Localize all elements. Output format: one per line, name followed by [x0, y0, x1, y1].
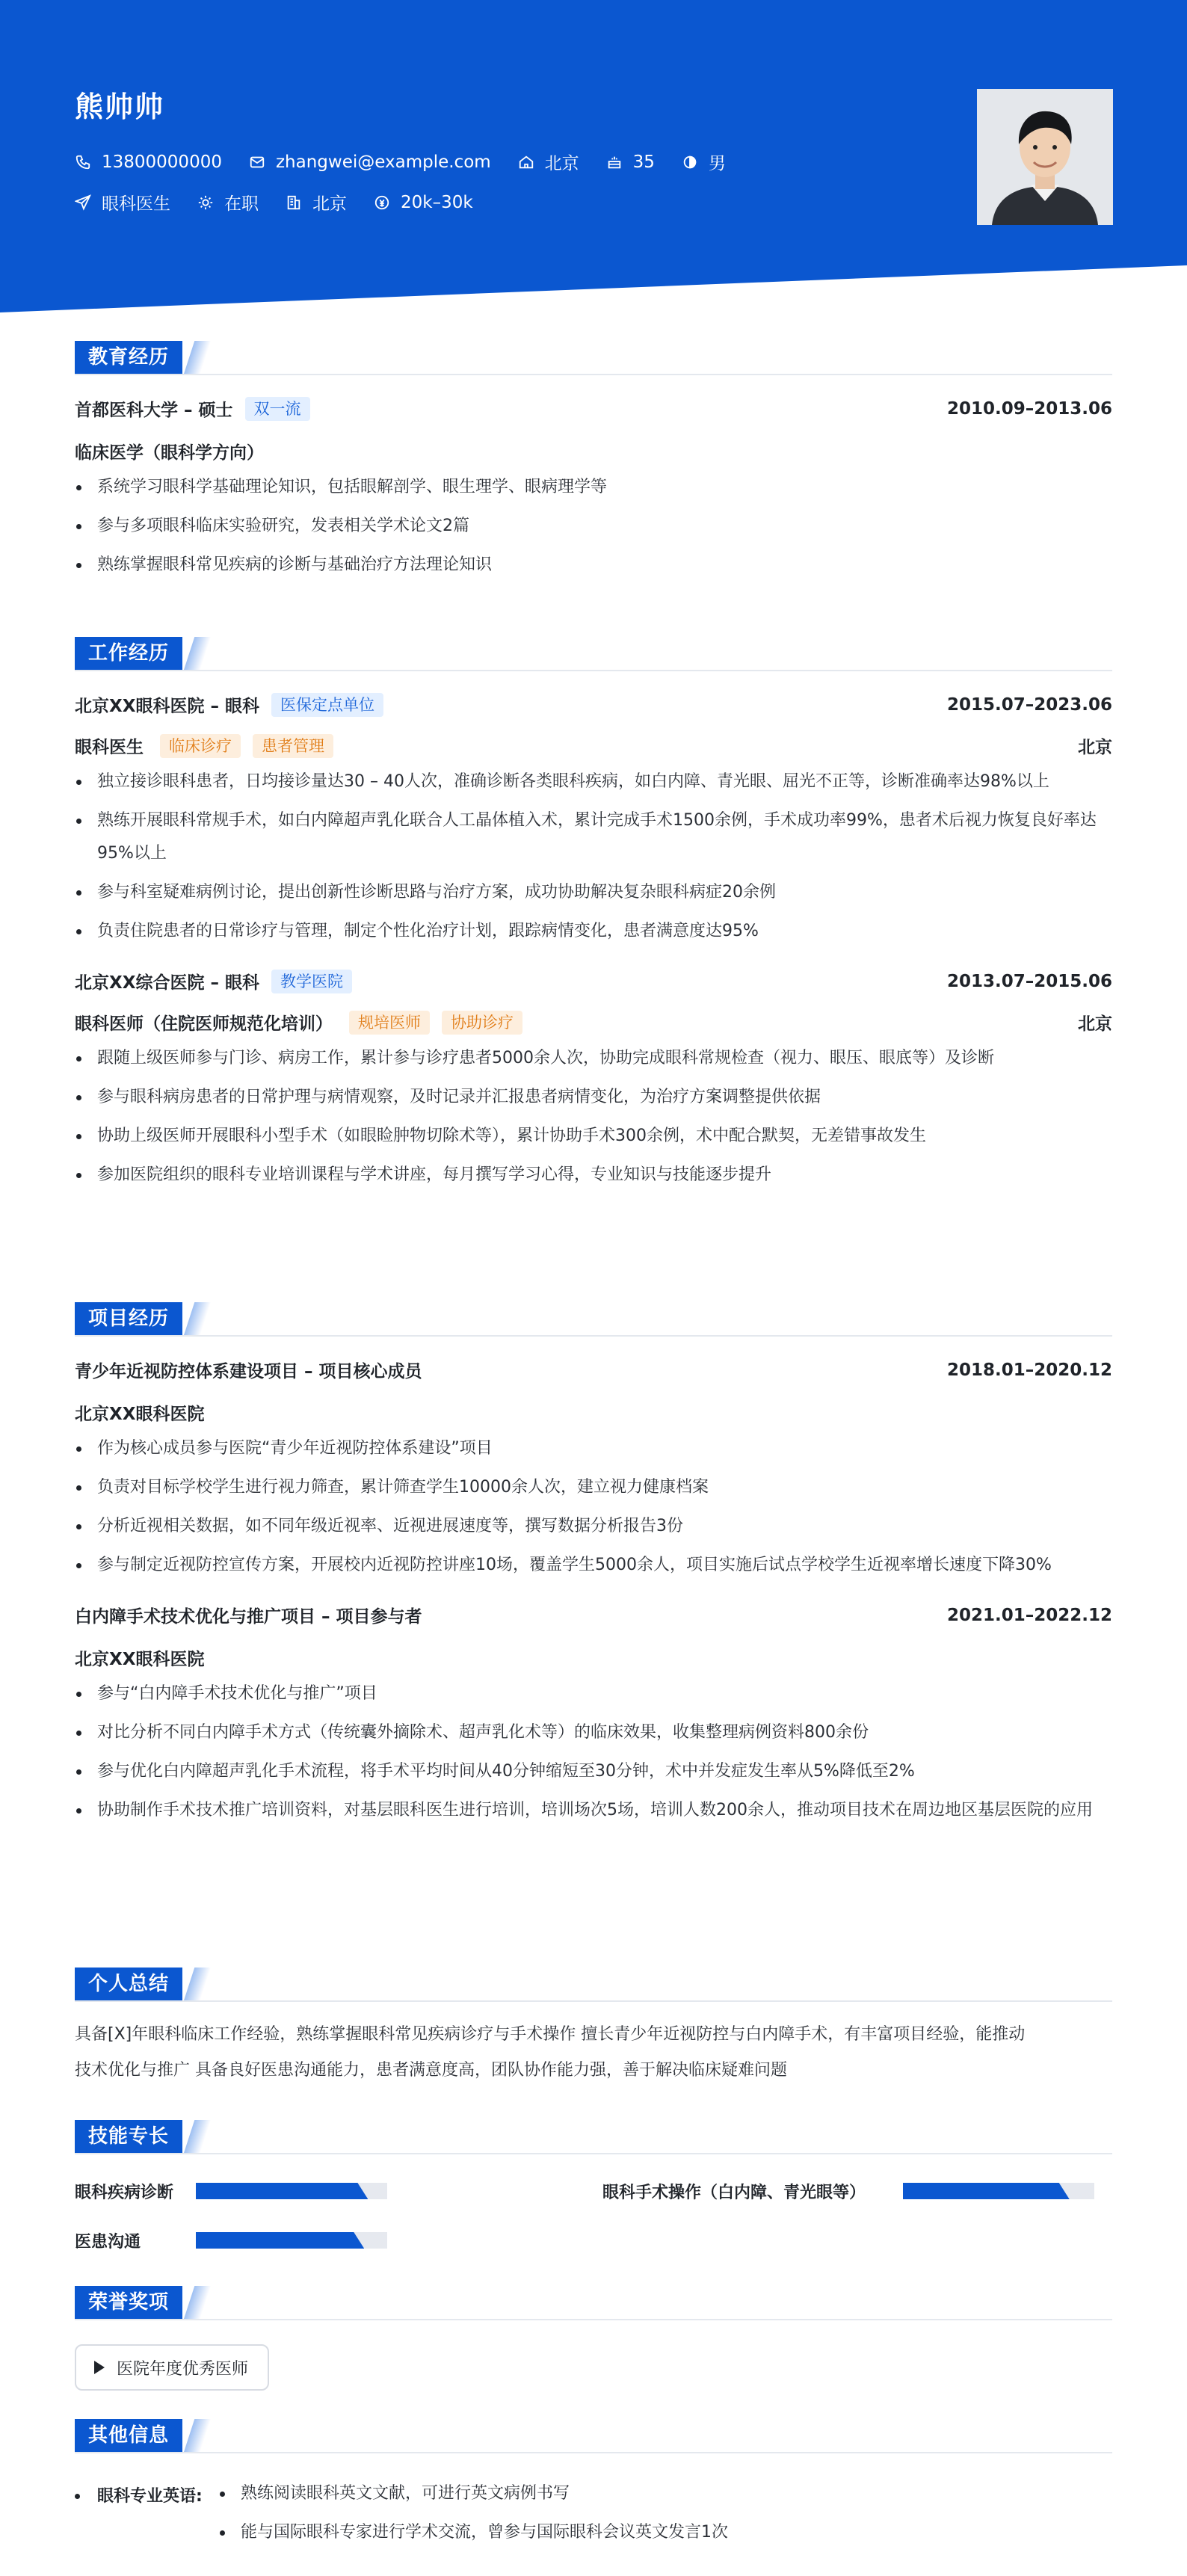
title-tail: [184, 2286, 211, 2319]
education-section: [75, 341, 1112, 582]
other-title: [75, 2419, 1112, 2453]
status-icon: [197, 194, 214, 211]
list-item: 熟练开展眼科常规手术，如白内障超声乳化联合人工晶体植入术，累计完成手术1500余例，手术成功率99%，患者术后视力恢复良好率达95%以上: [75, 804, 1112, 870]
skill-name: 眼科手术操作（白内障、青光眼等）: [602, 2183, 866, 2202]
money-icon: [374, 194, 390, 211]
home-icon: [518, 154, 534, 170]
phone-icon: [75, 154, 91, 170]
list-item: 参加医院组织的眼科专业培训课程与学术讲座，每月撰写学习心得，专业知识与技能逐步提升: [75, 1159, 1112, 1192]
education-bullets: [75, 471, 1112, 582]
list-item: 熟练阅读眼科英文文献，可进行英文病例书写: [218, 2477, 1100, 2510]
summary-title: [75, 1968, 1112, 2002]
title-tail: [184, 2120, 211, 2153]
status-info: [197, 190, 259, 215]
summary-title-label: 个人总结: [75, 1968, 182, 2000]
other-label: 眼科专业英语:: [97, 2483, 203, 2506]
title-tail: [184, 341, 211, 374]
skill-bar: [196, 2232, 387, 2249]
award-item: [75, 2344, 269, 2391]
list-item: 熟练掌握眼科常见疾病的诊断与基础治疗方法理论知识: [75, 549, 1112, 582]
work-section: [75, 637, 1112, 1192]
skill-bar: [903, 2183, 1094, 2199]
honors-title-label: 荣誉奖项: [75, 2286, 182, 2319]
avatar-illustration: [977, 89, 1113, 225]
cake-icon: [606, 154, 623, 170]
project-header: [75, 1603, 1112, 1627]
company-tag: 教学医院: [271, 970, 352, 993]
skill-name: 眼科疾病诊断: [75, 2183, 174, 2202]
job-role: 眼科医生: [75, 738, 144, 757]
email-info: [249, 152, 491, 172]
title-tail: [184, 2419, 211, 2452]
profile-photo: [977, 89, 1113, 225]
title-tail: [184, 1968, 211, 2000]
age-info: [606, 152, 655, 172]
summary-text: [75, 2017, 1112, 2089]
list-item: 参与“白内障手术技术优化与推广”项目: [75, 1677, 1112, 1710]
list-item: 参与多项眼科临床实验研究，发表相关学术论文2篇: [75, 510, 1112, 543]
list-item: 协助制作手术技术推广培训资料，对基层眼科医生进行培训，培训场次5场，培训人数200余人，推动项目技术在周边地区基层医院的应用: [75, 1794, 1112, 1827]
role-tag: 协助诊疗: [442, 1011, 522, 1035]
list-item: 跟随上级医师参与门诊、病房工作，累计参与诊疗患者5000余人次，协助完成眼科常规检查（视力、眼压、眼底等）及诊断: [75, 1042, 1112, 1075]
list-item: 参与眼科病房患者的日常护理与病情观察，及时记录并汇报患者病情变化，为治疗方案调整提供依据: [75, 1081, 1112, 1114]
job-role-row: [75, 733, 1112, 758]
list-item: 参与优化白内障超声乳化手术流程，将手术平均时间从40分钟缩短至30分钟，术中并发症发生率从5%降低至2%: [75, 1755, 1112, 1788]
skill-item: [602, 2180, 1112, 2202]
job-city: 北京: [1078, 738, 1112, 757]
project-org: 北京XX眼科医院: [75, 1405, 205, 1424]
honors-section: [75, 2286, 1112, 2398]
education-date: 2010.09–2013.06: [946, 398, 1112, 419]
job-role: 眼科医师（住院医师规范化培训）: [75, 1014, 333, 1034]
work-title-label: 工作经历: [75, 637, 182, 670]
skills-title-label: 技能专长: [75, 2120, 182, 2153]
job-city: 北京: [1078, 1014, 1112, 1034]
play-icon: [94, 2361, 105, 2374]
project-bullets: [75, 1432, 1112, 1582]
job-date: 2013.07–2015.06: [946, 971, 1112, 991]
company-name: 北京XX眼科医院 – 眼科: [75, 697, 259, 716]
position-text: 眼科医生: [102, 194, 170, 214]
job-header: [75, 692, 1112, 717]
contact-row: [75, 150, 753, 174]
status-text: 在职: [224, 194, 259, 214]
location-text: 北京: [544, 154, 579, 173]
job-header: [75, 969, 1112, 993]
project-name: 白内障手术技术优化与推广项目 – 项目参与者: [75, 1607, 422, 1627]
list-item: 协助上级医师开展眼科小型手术（如眼睑肿物切除术等），累计协助手术300余例，术中配合默契，无差错事故发生: [75, 1120, 1112, 1153]
project-header: [75, 1358, 1112, 1382]
position-info: [75, 190, 170, 215]
list-item: 能与国际眼科专家进行学术交流，曾参与国际眼科会议英文发言1次: [218, 2516, 1100, 2549]
role-tag: 患者管理: [253, 734, 333, 758]
award-name: 医院年度优秀医师: [117, 2359, 249, 2379]
skill-bar-fill: [196, 2183, 368, 2199]
list-item: 负责对目标学校学生进行视力筛查，累计筛查学生10000余人次，建立视力健康档案: [75, 1471, 1112, 1504]
skill-bar-fill: [903, 2183, 1070, 2199]
job-intent-row: [75, 190, 500, 215]
project-name: 青少年近视防控体系建设项目 – 项目核心成员: [75, 1362, 422, 1381]
city-info: [286, 190, 347, 215]
gender-icon: [682, 154, 698, 170]
project-date: 2018.01–2020.12: [946, 1360, 1112, 1380]
list-item: 参与科室疑难病例讨论，提出创新性诊断思路与治疗方案，成功协助解决复杂眼科病症20余例: [75, 876, 1112, 909]
list-item: 参与制定近视防控宣传方案，开展校内近视防控讲座10场，覆盖学生5000余人，项目实施后试点学校学生近视率增长速度下降30%: [75, 1549, 1112, 1582]
resume-header: [0, 0, 1187, 314]
skill-name: 医患沟通: [75, 2232, 141, 2252]
list-item: 作为核心成员参与医院“青少年近视防控体系建设”项目: [75, 1432, 1112, 1465]
skill-bar-fill: [196, 2232, 364, 2249]
summary-line: 具备[X]年眼科临床工作经验，熟练掌握眼科常见疾病诊疗与手术操作 擅长青少年近视防控与白内障手术，有丰富项目经验，能推动: [75, 2025, 1026, 2044]
projects-section: [75, 1302, 1112, 1827]
work-title: [75, 637, 1112, 671]
role-tag: 规培医师: [349, 1011, 430, 1035]
phone-info: [75, 152, 222, 172]
job-role-row: [75, 1010, 1112, 1035]
skill-bar: [196, 2183, 387, 2199]
skills-section: [75, 2120, 1112, 2262]
company-name: 北京XX综合医院 – 眼科: [75, 973, 259, 993]
education-title-label: 教育经历: [75, 341, 182, 374]
honors-title: [75, 2286, 1112, 2320]
other-title-label: 其他信息: [75, 2419, 182, 2452]
education-major: 临床医学（眼科学方向）: [75, 443, 264, 463]
summary-line: 技术优化与推广 具备良好医患沟通能力，患者满意度高，团队协作能力强，善于解决临床疑难问题: [75, 2061, 787, 2080]
candidate-name: 熊帅帅: [75, 90, 165, 123]
salary-info: [374, 193, 473, 212]
job-date: 2015.07–2023.06: [946, 694, 1112, 715]
education-header: [75, 396, 1112, 421]
age-text: 35: [632, 152, 655, 172]
project-date: 2021.01–2022.12: [946, 1605, 1112, 1625]
list-item: 独立接诊眼科患者，日均接诊量达30 – 40人次，准确诊断各类眼科疾病，如白内障、青光眼、屈光不正等，诊断准确率达98%以上: [75, 765, 1112, 798]
mail-icon: [249, 154, 265, 170]
gender-text: 男: [708, 154, 726, 173]
education-title: [75, 341, 1112, 375]
phone-text: 13800000000: [102, 152, 222, 172]
email-text: zhangwei@example.com: [275, 152, 491, 172]
role-tag: 临床诊疗: [160, 734, 241, 758]
projects-title: [75, 1302, 1112, 1337]
company-tag: 医保定点单位: [271, 693, 383, 717]
list-item: 系统学习眼科学基础理论知识，包括眼解剖学、眼生理学、眼病理学等: [75, 471, 1112, 504]
title-tail: [184, 637, 211, 670]
projects-title-label: 项目经历: [75, 1302, 182, 1335]
list-item: 对比分析不同白内障手术方式（传统囊外摘除术、超声乳化术等）的临床效果，收集整理病例资料800余份: [75, 1716, 1112, 1749]
send-icon: [75, 194, 91, 211]
location-info: [518, 150, 579, 174]
project-bullets: [75, 1677, 1112, 1827]
title-tail: [184, 1302, 211, 1335]
salary-text: 20k–30k: [401, 192, 473, 212]
skills-title: [75, 2120, 1112, 2154]
other-bullets: [218, 2477, 1100, 2549]
list-item: 负责住院患者的日常诊疗与管理，制定个性化治疗计划，跟踪病情变化，患者满意度达95%: [75, 915, 1112, 948]
skill-item: [75, 2180, 389, 2202]
gender-info: [682, 150, 726, 174]
city-text: 北京: [312, 194, 347, 214]
school-name: 首都医科大学 – 硕士: [75, 401, 233, 420]
school-tag: 双一流: [245, 397, 310, 421]
other-section: [75, 2419, 1112, 2569]
list-item: 分析近视相关数据，如不同年级近视率、近视进展速度等，撰写数据分析报告3份: [75, 1510, 1112, 1543]
job-bullets: [75, 1042, 1112, 1192]
building-icon: [286, 194, 302, 211]
project-org: 北京XX眼科医院: [75, 1650, 205, 1669]
job-bullets: [75, 765, 1112, 948]
skill-item: [75, 2229, 389, 2252]
summary-section: [75, 1968, 1112, 2089]
